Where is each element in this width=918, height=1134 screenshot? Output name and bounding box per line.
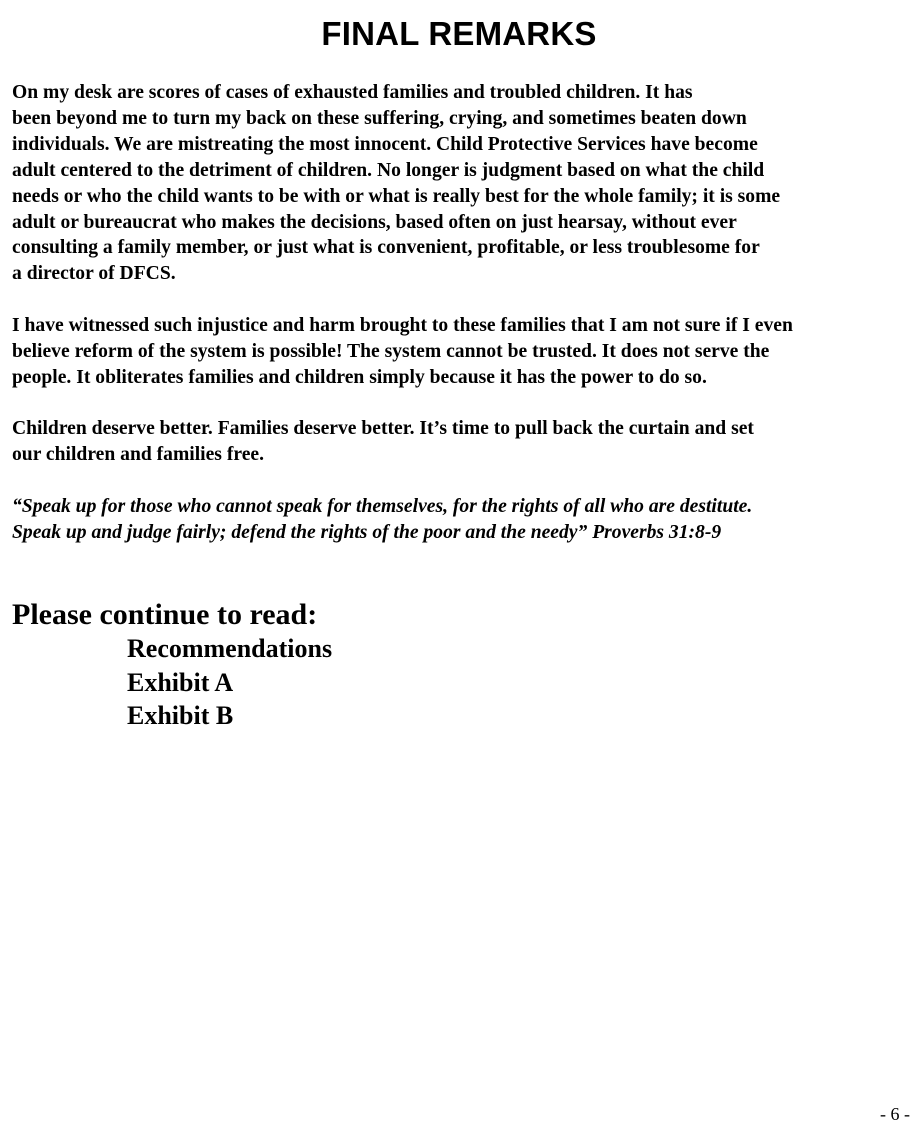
paragraph-line: I have witnessed such injustice and harm brought to these families that I am not sure if I even — [12, 315, 793, 336]
list-item-exhibit-b: Exhibit B — [127, 701, 234, 730]
paragraph-line: our children and families free. — [12, 443, 264, 465]
scripture-quote — [12, 494, 916, 546]
paragraph-line: needs or who the child wants to be with or what is really best for the whole family; it is some — [12, 185, 781, 207]
paragraph-injustice — [12, 313, 916, 391]
continue-reading-heading: Please continue to read: — [12, 598, 318, 631]
paragraph-line: individuals. We are mistreating the most innocent. Child Protective Services have become — [12, 133, 758, 155]
page-title: FINAL REMARKS — [321, 15, 597, 52]
paragraph-line: people. It obliterates families and children simply because it has the power to do so. — [12, 366, 707, 388]
paragraph-line: Children deserve better. Families deserve better. It’s time to pull back the curtain and set — [12, 418, 754, 439]
paragraph-line: On my desk are scores of cases of exhausted families and troubled children. It has — [12, 82, 693, 103]
quote-line: “Speak up for those who cannot speak for themselves, for the rights of all who are destitute. — [12, 496, 753, 517]
continue-reading-list — [127, 632, 332, 733]
paragraph-line: adult or bureaucrat who makes the decisions, based often on just hearsay, without ever — [12, 211, 737, 233]
paragraph-desk-cases — [12, 80, 916, 287]
paragraph-line: a director of DFCS. — [12, 263, 176, 285]
paragraph-line: believe reform of the system is possible! The system cannot be trusted. It does not serve the — [12, 340, 770, 362]
paragraph-children-deserve — [12, 416, 916, 468]
paragraph-line: consulting a family member, or just what is convenient, profitable, or less troublesome for — [12, 237, 760, 259]
paragraph-line: adult centered to the detriment of children. No longer is judgment based on what the child — [12, 159, 765, 181]
quote-line: Speak up and judge fairly; defend the rights of the poor and the needy” Proverbs 31:8-9 — [12, 521, 722, 543]
list-item-exhibit-a: Exhibit A — [127, 667, 234, 697]
paragraph-line: been beyond me to turn my back on these suffering, crying, and sometimes beaten down — [12, 107, 747, 129]
page-number: - 6 - — [880, 1104, 910, 1124]
list-item-recommendations: Recommendations — [127, 634, 333, 663]
